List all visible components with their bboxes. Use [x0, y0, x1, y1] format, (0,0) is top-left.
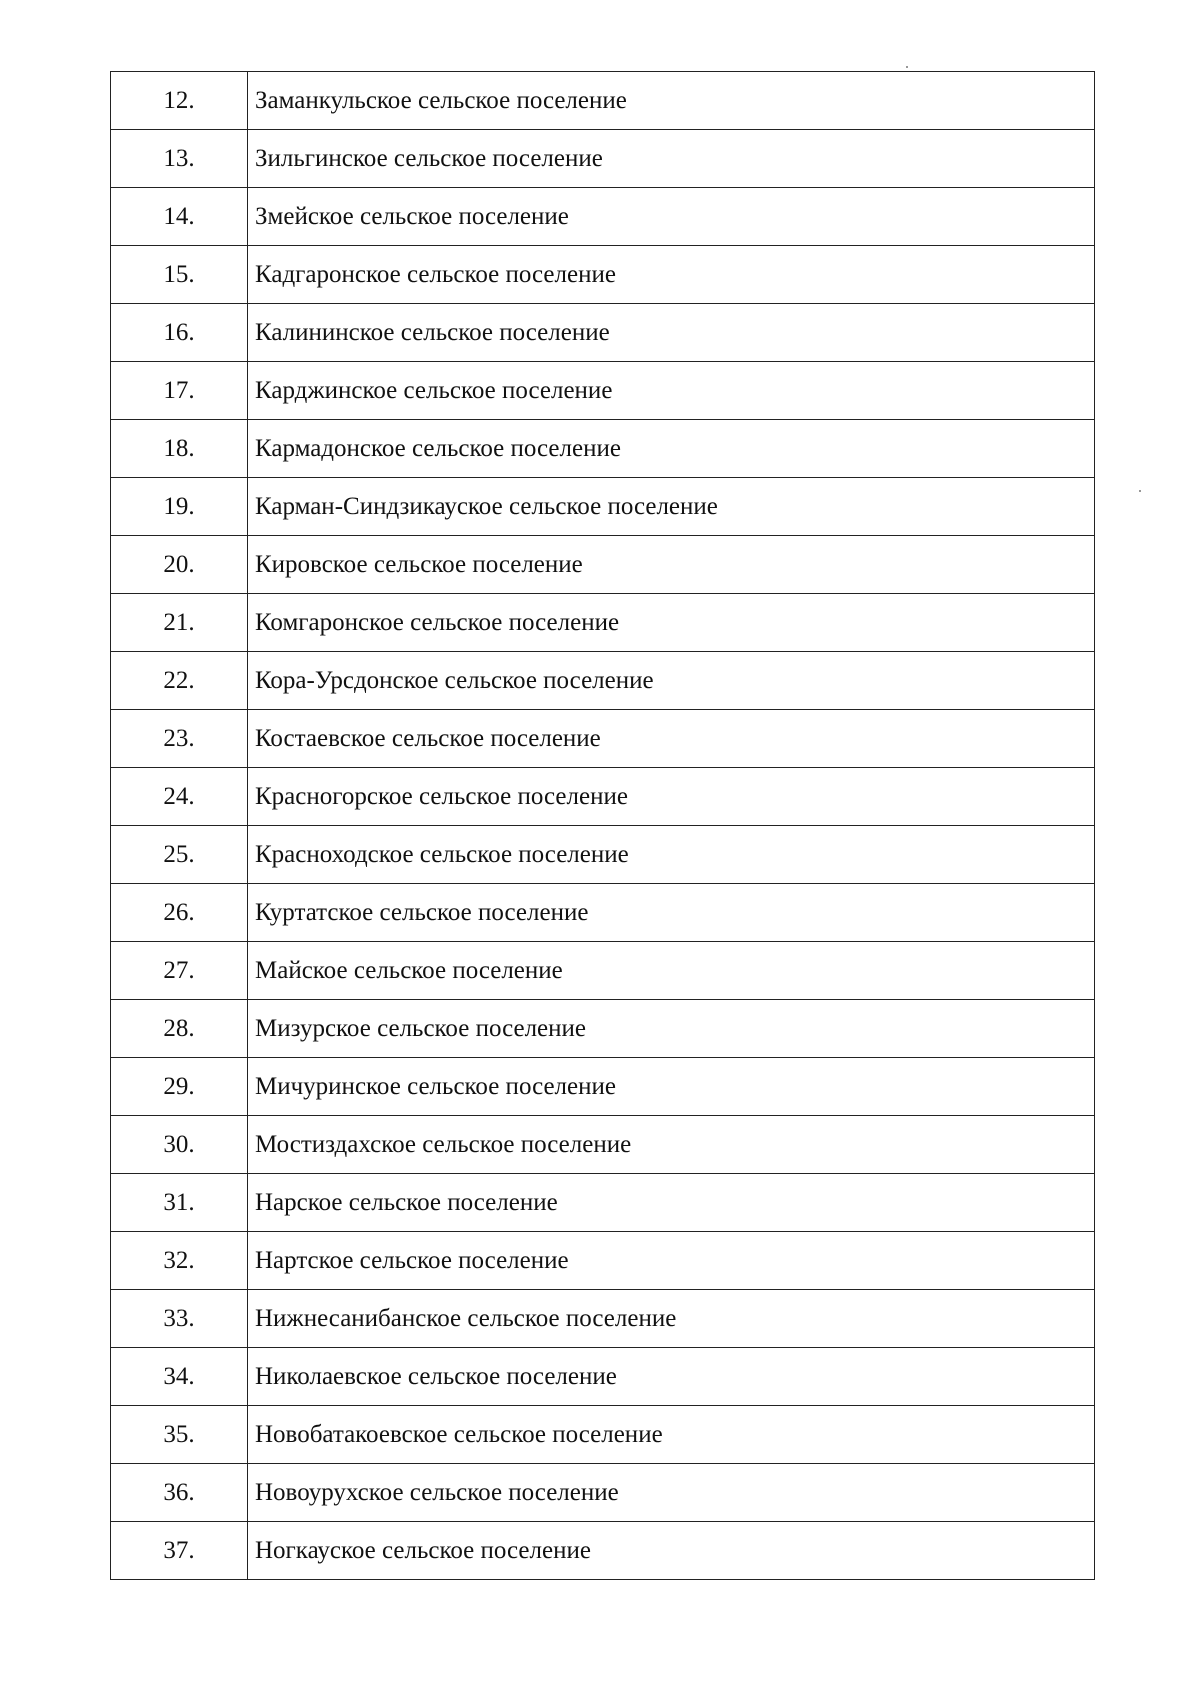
table-row: [111, 478, 1095, 536]
table-row: [111, 304, 1095, 362]
settlement-name: Кадгаронское сельское поселение: [248, 246, 1095, 304]
settlement-name: Красногорское сельское поселение: [248, 768, 1095, 826]
row-number: 27.: [111, 942, 248, 1000]
settlement-name: Заманкульское сельское поселение: [248, 72, 1095, 130]
table-row: [111, 1116, 1095, 1174]
row-number: 33.: [111, 1290, 248, 1348]
row-number: 16.: [111, 304, 248, 362]
row-number: 20.: [111, 536, 248, 594]
settlement-name: Новоурухское сельское поселение: [248, 1464, 1095, 1522]
row-number: 25.: [111, 826, 248, 884]
settlement-name: Мичуринское сельское поселение: [248, 1058, 1095, 1116]
row-number: 21.: [111, 594, 248, 652]
table-row: [111, 826, 1095, 884]
table-row: [111, 710, 1095, 768]
table-row: [111, 72, 1095, 130]
row-number: 22.: [111, 652, 248, 710]
table-row: [111, 652, 1095, 710]
row-number: 24.: [111, 768, 248, 826]
settlement-name: Майское сельское поселение: [248, 942, 1095, 1000]
settlement-name: Нижнесанибанское сельское поселение: [248, 1290, 1095, 1348]
table-row: [111, 884, 1095, 942]
table-row: [111, 1058, 1095, 1116]
row-number: 37.: [111, 1522, 248, 1580]
table-row: [111, 130, 1095, 188]
row-number: 30.: [111, 1116, 248, 1174]
table-row: [111, 1174, 1095, 1232]
table-row: [111, 594, 1095, 652]
row-number: 28.: [111, 1000, 248, 1058]
settlement-name: Костаевское сельское поселение: [248, 710, 1095, 768]
scan-speck: [1139, 490, 1141, 492]
settlement-name: Кора-Урсдонское сельское поселение: [248, 652, 1095, 710]
settlement-name: Кировское сельское поселение: [248, 536, 1095, 594]
table-row: [111, 246, 1095, 304]
row-number: 23.: [111, 710, 248, 768]
row-number: 35.: [111, 1406, 248, 1464]
settlement-name: Новобатакоевское сельское поселение: [248, 1406, 1095, 1464]
table-row: [111, 1000, 1095, 1058]
settlement-name: Карджинское сельское поселение: [248, 362, 1095, 420]
settlement-name: Зильгинское сельское поселение: [248, 130, 1095, 188]
table-row: [111, 1406, 1095, 1464]
table-row: [111, 1232, 1095, 1290]
settlement-name: Ногкауское сельское поселение: [248, 1522, 1095, 1580]
settlement-name: Комгаронское сельское поселение: [248, 594, 1095, 652]
table-row: [111, 1522, 1095, 1580]
table-row: [111, 1464, 1095, 1522]
table-row: [111, 768, 1095, 826]
settlement-name: Кармадонское сельское поселение: [248, 420, 1095, 478]
row-number: 13.: [111, 130, 248, 188]
settlement-name: Красноходское сельское поселение: [248, 826, 1095, 884]
settlement-name: Нарское сельское поселение: [248, 1174, 1095, 1232]
settlement-name: Калининское сельское поселение: [248, 304, 1095, 362]
scan-speck: [906, 66, 908, 68]
settlements-table: [110, 71, 1095, 1580]
table-row: [111, 362, 1095, 420]
row-number: 19.: [111, 478, 248, 536]
settlement-name: Николаевское сельское поселение: [248, 1348, 1095, 1406]
row-number: 31.: [111, 1174, 248, 1232]
table-row: [111, 420, 1095, 478]
settlement-name: Куртатское сельское поселение: [248, 884, 1095, 942]
table-row: [111, 1290, 1095, 1348]
row-number: 18.: [111, 420, 248, 478]
row-number: 34.: [111, 1348, 248, 1406]
settlement-name: Змейское сельское поселение: [248, 188, 1095, 246]
settlement-name: Нартское сельское поселение: [248, 1232, 1095, 1290]
row-number: 14.: [111, 188, 248, 246]
settlement-name: Мизурское сельское поселение: [248, 1000, 1095, 1058]
table-row: [111, 1348, 1095, 1406]
row-number: 32.: [111, 1232, 248, 1290]
row-number: 36.: [111, 1464, 248, 1522]
row-number: 17.: [111, 362, 248, 420]
row-number: 15.: [111, 246, 248, 304]
table-row: [111, 942, 1095, 1000]
settlements-table-body: [111, 72, 1095, 1580]
table-row: [111, 536, 1095, 594]
row-number: 29.: [111, 1058, 248, 1116]
row-number: 26.: [111, 884, 248, 942]
row-number: 12.: [111, 72, 248, 130]
settlement-name: Мостиздахское сельское поселение: [248, 1116, 1095, 1174]
settlement-name: Карман-Синдзикауское сельское поселение: [248, 478, 1095, 536]
table-row: [111, 188, 1095, 246]
